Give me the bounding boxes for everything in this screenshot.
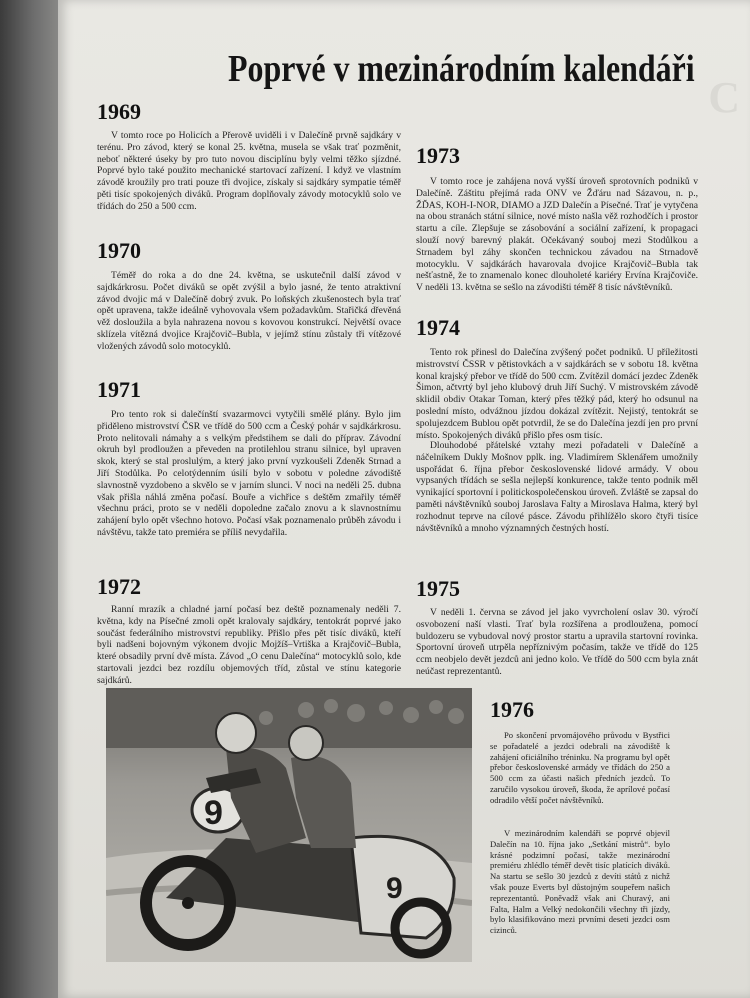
year-heading-1975: 1975: [416, 576, 460, 601]
front-number: 9: [204, 794, 223, 832]
sidecar-race-photo: [106, 688, 472, 962]
year-heading-1974: 1974: [416, 315, 460, 340]
sidecar-number: 9: [386, 872, 403, 905]
paragraph-1974-b: Dlouhodobé přátelské vztahy mezi pořadateli v Dalečíně a náčelníkem Dukly Mošnov pplk. ing. Vladimírem Sklenářem umožnily uspořádat 6. října přebor československé lidové armády. V obou vypsaných třídách se sešla nejlepší konkurence, takže tento podnik měl vynikající sportovní i politickospolečenskou úroveň. Zvláště se zapsal do paměti návštěvníků souboj Jaroslava Falty a Miroslava Halma, který byl rozhodnut teprve na cílové pásce. Závodu přihlížělo skoro čtyři tisíce návštěvníků a mnoho významných čestných hostí.: [416, 440, 698, 534]
show-through-text: C: [708, 73, 742, 122]
paragraph-1970: Téměř do roka a do dne 24. května, se uskutečnil další závod v sajdkárkrosu. Počet diváků se opět zvýšil a bylo jasné, že tento atraktivní závod dvojic má v Dalečíně dobrý zvuk. Po loňských zkušenostech byla trať opět upravena, takže ideálně vyhovovala všem požadavkům. Stařičká dřevěná věž dosloužila a byla nahrazena novou s kovovou konstrukcí. Největší ovace sklízela vítězná dvojice Krajčovič–Bubla, v jejímž stínu zůstaly tři vítězové vložených závodů solo motocyklů.: [97, 270, 401, 352]
paragraph-1971: Pro tento rok si dalečínští svazarmovci vytyčili smělé plány. Bylo jim přiděleno mistrovství ČSR ve třídě do 500 ccm a Český pohár v sajdkárkrosu. Proto nelitovali námahy a s velkým předstihem se dali do příprav. Závodní okruh byl prodloužen a převeden na protilehlou stranu silnice, byl upraven skok, který se stal proslulým, a který jako první vyzkoušeli Zdeněk Strnad a Jiří Stodůlka. Po celotýdenním úsilí bylo v sobotu v poledne závodiště slavnostně vyzdobeno a skvělo se v jarním slunci. V noci na neděli 25. dubna však přišla náhlá změna počasí. Bouře a vichřice s deštěm zmařily téměř všechnu práci, proto se v neděli dopoledne začalo znovu a k slavnostnímu zahájení bylo opět všechno hotovo. Počasí však poznamenalo průběh závodu i návštěvu, takže tato premiéra se příliš nevydařila.: [97, 409, 401, 538]
paragraph-1975: V neděli 1. června se závod jel jako vyvrcholení oslav 30. výročí osvobození naší vlasti. Trať byla rozšířena a prodloužena, pomocí buldozeru se vybudoval nový prostor startu a upravila startovní rovinka. Sportovní úroveň utrpěla nepříznivým počasím, takže ve třídě do 125 ccm neobjelo devět jezdců ani jedno kolo. Ve třídě do 500 ccm byla znát neúčast reprezentantů.: [416, 607, 698, 677]
year-heading-1971: 1971: [97, 377, 141, 402]
paragraph-1972: Ranní mrazík a chladné jarní počasí bez deště poznamenaly neděli 7. května, kdy na Písečné zmoli opět kralovaly sajdkáry, tentokrát poprvé jako součást federálního mistrovství republiky. Přišlo přes pět tisíc diváků, kteří byli nadšeni bojovným výkonem dvojic Mojžíš–Vrtiška a Krajčovič–Bubla, které obsadily první dvě místa. Závod „O cenu Dalečína“ motocyklů solo, kde startovali jezdci bez rozdílu objemových tříd, zůstal ve stínu kategorie sajdkárů.: [97, 604, 401, 686]
paragraph-1976-a: Po skončení prvomájového průvodu v Bystřici se pořadatelé a jezdci odebrali na závodiště k zahájení oficiálního tréninku. Na programu byl opět přebor československé armády ve třídách do 250 a 500 ccm za účasti našich předních jezdců. To zaručilo vysokou úroveň, škoda, že aprílové počasí odradilo větší počet návštěvníků.: [490, 730, 670, 805]
paragraph-1974-a: Tento rok přinesl do Dalečína zvýšený počet podniků. U příležitosti mistrovství ČSSR v pětistovkách a v sajdkárách se v sobotu 18. května konal krajský přebor ve třídě do 500 ccm. Zvítězil domácí jezdec Zdeněk Šimon, ačtvrtý byl jeho klubový druh Jiří Suchý. V mistrovském závodě sklidil obdiv Otakar Toman, který přes těžký pád, který ho odsunul na poslední místo, odvážnou jízdou dokázal zvítězit. Nejistý, tentokrát se spolujezdcem Bublou opět potvrdil, že se do Dalečína jezdí jen pro první místo. Spokojených diváků přišlo přes osm tisíc.: [416, 347, 698, 441]
paragraph-1969: V tomto roce po Holicích a Přerově uviděli i v Dalečíně prvně sajdkáry v terénu. Pro závod, který se konal 25. května, musela se však trať pozměnit, neboť některé úseky by pro tuto novou disciplínu byly velmi těžko sjízdné. Poprvé bylo také použito mechanické startovací zařízení. I když ve vlastním závodě kroužily pro trati pouze tři dvojice, získaly si sajdkáry sympatie téměř pěti tisíc spokojených diváků. Program doplňovaly závody motocyklů solo ve třídách do 250 a 500 ccm.: [97, 130, 401, 212]
page-title: Poprvé v mezinárodním kalendáři: [228, 48, 695, 90]
binding-edge: [0, 0, 60, 998]
year-heading-1970: 1970: [97, 238, 141, 263]
year-heading-1973: 1973: [416, 143, 460, 168]
year-heading-1976: 1976: [490, 697, 534, 722]
paragraph-1976-b: V mezinárodním kalendáři se poprvé objevil Dalečín na 10. října jako „Setkání mistrů“. bylo krásné podzimní počasí, takže mezinárodní premiéru zhlédlo téměř devět tisíc platících diváků. Na startu se sešlo 30 jezdců z devíti států z nichž však pouze Everts byl důstojným soupeřem našich reprezentantů. Poněvadž však ani Churavý, ani Falta, Halm a Velký nedokončili všechny tři jízdy, bylo klasifikováno mezi prvními deseti jezdci osm cizinců.: [490, 828, 670, 936]
year-heading-1969: 1969: [97, 99, 141, 124]
year-heading-1972: 1972: [97, 574, 141, 599]
paragraph-1973: V tomto roce je zahájena nová vyšší úroveň sprotovních podniků v Dalečíně. Záštitu přejímá rada ONV ve Žďáru nad Sázavou, n. p., ŽĎAS, KOH-I-NOR, DIAMO a JZD Dalečín a Písečné. Trať je vytyčena na obou stranách státní silnice, nové místo našla věž rozhodčích i prostor startu a cíle. Zlepšuje se zásobování a sociální zařízení, k propagaci slouží nový barevný plakát. Očekávaný souboj mezi Stodůlkou a Strnadem byl záhy skončen technickou závadou na Strnadově motocyklu. V sajdkárách havarovala dvojice Krajčovič–Bubla tak nešťastně, že to znamenalo konec dlouholeté kariéry Ervína Krajčoviče. V neděli 13. května se sešlo na závodišti téměř 8 tisíc návštěvníků.: [416, 176, 698, 294]
sidecar-race-illustration: [106, 688, 472, 962]
